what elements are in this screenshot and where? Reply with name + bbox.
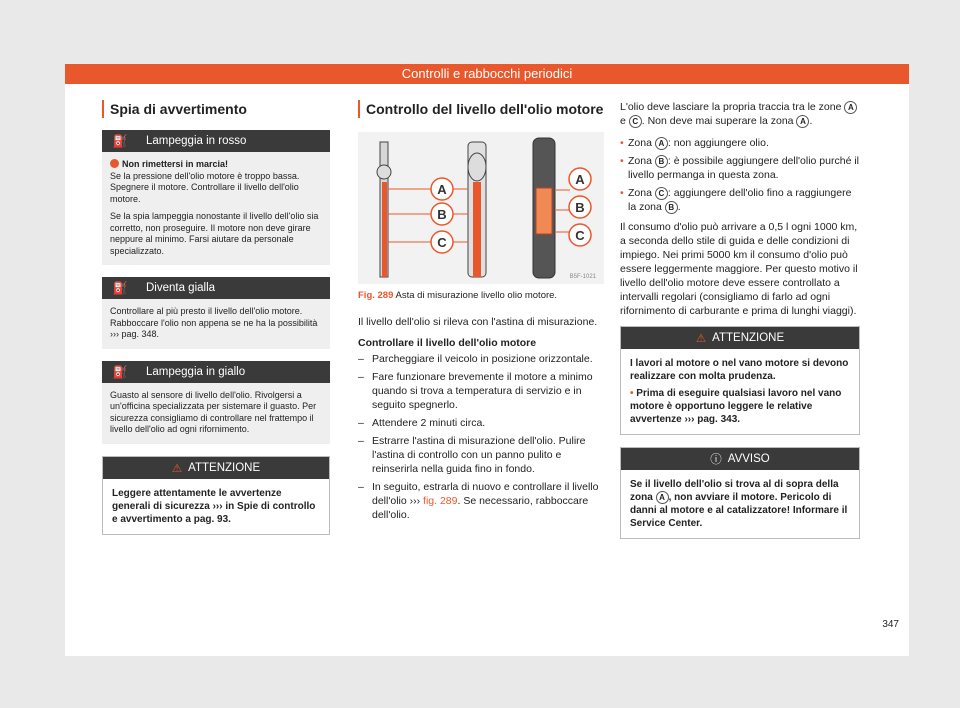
- notice-text: Se il livello dell'olio si trova al di sopra della zona: [630, 479, 839, 503]
- warning-header-yellow-flash: [102, 361, 330, 383]
- zone-badge-a: A: [656, 491, 669, 504]
- notice-box: [620, 447, 860, 539]
- attention-body: [621, 349, 859, 434]
- page-header: Controlli e rabbocchi periodici: [65, 64, 909, 84]
- zone-badge-a: A: [796, 115, 809, 128]
- warning-bold-text: Non rimettersi in marcia!: [122, 159, 229, 169]
- procedure-heading: Controllare il livello dell'olio motore: [358, 337, 537, 349]
- attention-box-engine: [620, 326, 860, 435]
- zone-badge-c: C: [629, 115, 642, 128]
- figure-caption: [358, 290, 604, 301]
- attention-box: [102, 456, 330, 535]
- attention-bullet: • Prima di eseguire qualsiasi lavoro nel vano motore è opportuno leggere le relative avvertenze ››› pag. 343.: [630, 388, 842, 425]
- notice-header: [621, 448, 859, 470]
- warning-body-yellow: [102, 299, 330, 349]
- procedure-step: [358, 480, 604, 522]
- figure-link[interactable]: fig. 289: [423, 495, 458, 507]
- text: L'olio deve lasciare la propria traccia tra le zone: [620, 101, 842, 113]
- attention-text: I lavori al motore o nel vano motore si devono realizzare con molta prudenza.: [630, 358, 849, 382]
- zone-text: : non aggiungere olio.: [667, 137, 769, 149]
- attention-header: [103, 457, 329, 479]
- warning-text: Controllare al più presto il livello dell'olio motore. Rabboccare l'olio non appena se ne ha la possibilità ››› pag. 348.: [110, 306, 318, 339]
- zone-badge-a: A: [844, 101, 857, 114]
- figure-caption-text: Asta di misurazione livello olio motore.: [395, 290, 558, 301]
- dipstick-figure: [358, 132, 604, 284]
- attention-header: [621, 327, 859, 349]
- warning-body-red: [102, 152, 330, 265]
- text: Zona: [628, 155, 652, 167]
- zone-intro: L'olio deve lasciare la propria traccia tra le zone A e C . Non deve mai superare la zona A .: [620, 100, 860, 128]
- warning-triangle-icon: ⚠: [695, 333, 707, 345]
- notice-text: , non avviare il motore. Pericolo di danni al motore e al catalizzatore! Informare il Service Center.: [630, 492, 848, 529]
- zone-badge: B: [665, 201, 678, 214]
- attention-heading: ATTENZIONE: [188, 461, 261, 474]
- figure-label-b-right: B: [575, 200, 585, 215]
- warning-header-red: [102, 130, 330, 152]
- zone-badge: B: [655, 155, 668, 168]
- warning-text: Guasto al sensore di livello dell'olio. Rivolgersi a un'officina specializzata per sistemare il guasto. Per sicurezza consigliamo di controllare nel frattempo il livello dell'olio ad ogni rifornimento.: [110, 389, 317, 434]
- step-text: In seguito, estrarla di nuovo e controllare il livello dell'olio ›››: [372, 481, 599, 507]
- notice-body: [621, 470, 859, 538]
- procedure-step: – Estrarre l'astina di misurazione dell'olio. Pulire l'astina di controllo con un panno pulito e reinserirla nella guida fino in fondo.: [358, 434, 604, 476]
- figure-label-b: B: [437, 207, 447, 222]
- zone-item-b: [620, 154, 860, 182]
- notice-heading: AVVISO: [727, 453, 770, 465]
- step-text: . Se necessario, rabboccare dell'olio.: [372, 495, 589, 521]
- manual-page: [65, 64, 909, 656]
- text: . Non deve mai superare la zona: [641, 115, 794, 127]
- zone-text: : è possibile aggiungere dell'olio purché il livello permanga in questa zona.: [628, 155, 859, 181]
- warning-text-2: Se la spia lampeggia nonostante il livello dell'olio sia corretto, non proseguire. Il motore non deve girare neppure al minimo. Farsi aiutare da personale specializzato.: [110, 211, 319, 256]
- procedure-step: – Parcheggiare il veicolo in posizione orizzontale.: [358, 352, 604, 366]
- zone-item-c: • Zona C : aggiungere dell'olio fino a raggiungere la zona B .: [620, 186, 860, 214]
- warning-heading: Diventa gialla: [146, 282, 216, 294]
- zone-badge: C: [655, 187, 668, 200]
- oil-can-icon: ⛽: [112, 134, 128, 148]
- consumption-paragraph: Il consumo d'olio può arrivare a 0,5 l ogni 1000 km, a seconda dello stile di guida e delle condizioni di impiego. Nei primi 5000 km il consumo d'olio può essere leggermente maggiore. Per questo motivo il livello dell'olio motore deve essere controllato a intervalli regolari (consigliamo di farlo ad ogni rifornimento di carburante e prima di lunghi viaggi).: [620, 221, 858, 317]
- figure-label-c: C: [437, 235, 447, 250]
- figure-label-c-right: C: [575, 228, 585, 243]
- stop-icon: [110, 159, 119, 168]
- warning-text: Se la pressione dell'olio motore è troppo bassa. Spegnere il motore. Controllare il livello dell'olio motore.: [110, 170, 300, 204]
- zone-text: : aggiungere dell'olio fino a raggiungere la zona: [628, 187, 852, 213]
- info-icon: ⓘ: [710, 454, 722, 466]
- text: e: [620, 115, 626, 127]
- warning-triangle-icon: ⚠: [171, 462, 183, 475]
- dipstick-illustration: [358, 132, 604, 284]
- text: Zona: [628, 137, 652, 149]
- page-number: 347: [882, 619, 899, 630]
- oil-can-icon: ⛽: [112, 281, 128, 295]
- figure-code: B5F-1021: [569, 274, 596, 280]
- figure-number: Fig. 289: [358, 290, 394, 301]
- zone-item-a: [620, 136, 860, 150]
- warning-header-yellow: [102, 277, 330, 299]
- zone-list: [620, 136, 860, 214]
- zone-badge: A: [655, 137, 668, 150]
- column-middle: [358, 100, 604, 526]
- column-left: [102, 100, 330, 535]
- figure-label-a: A: [437, 182, 447, 197]
- section-title-oil-check: Controllo del livello dell'olio motore: [358, 100, 604, 118]
- figure-label-a-right: A: [575, 172, 585, 187]
- warning-heading: Lampeggia in rosso: [146, 135, 247, 147]
- attention-bullet-text: Prima di eseguire qualsiasi lavoro nel vano motore è opportuno leggere le relative avvertenze ››› pag. 343.: [630, 388, 842, 425]
- procedure-step: – Attendere 2 minuti circa.: [358, 416, 604, 430]
- procedure-step: – Fare funzionare brevemente il motore a minimo quando si trova a temperatura di servizio e in seguito spegnerlo.: [358, 370, 604, 412]
- warning-body-yellow-flash: [102, 383, 330, 444]
- section-title-warning-light: Spia di avvertimento: [102, 100, 330, 118]
- text: Zona: [628, 187, 652, 199]
- warning-heading: Lampeggia in giallo: [146, 365, 246, 378]
- attention-heading: ATTENZIONE: [712, 332, 785, 344]
- column-right: [620, 100, 860, 539]
- attention-text: Leggere attentamente le avvertenze generali di sicurezza ››› in Spie di controllo e avvertimento a pag. 93.: [112, 487, 316, 525]
- intro-paragraph: Il livello dell'olio si rileva con l'astina di misurazione.: [358, 316, 598, 328]
- oil-can-icon: ⛽: [112, 364, 128, 379]
- procedure-steps: [358, 352, 604, 522]
